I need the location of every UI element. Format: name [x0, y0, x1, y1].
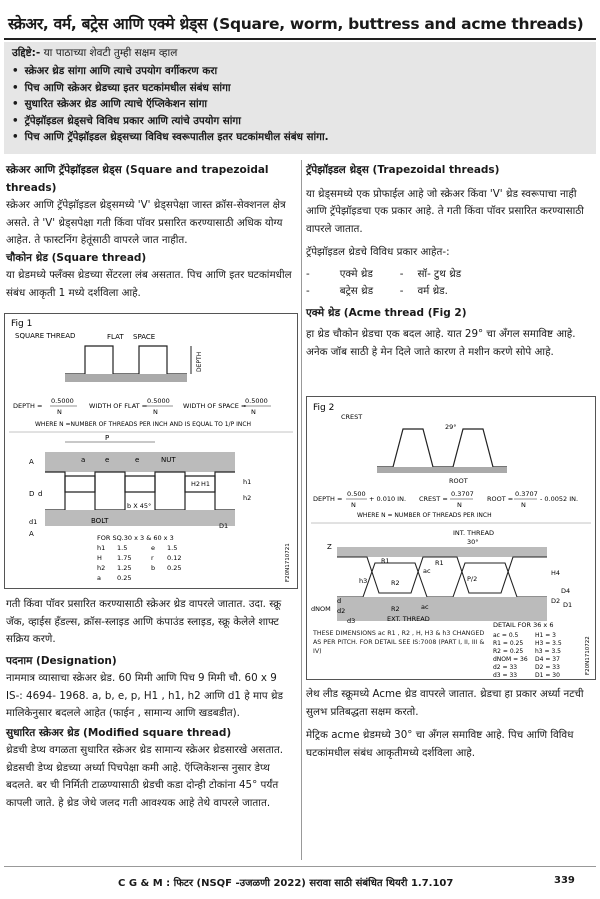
figure-2-drawing: [307, 397, 595, 679]
detail-cell: h3 = 3.5: [535, 648, 562, 655]
crest-label: CREST: [341, 413, 363, 421]
table-cell: 0.25: [117, 574, 132, 582]
thread-hatch: [377, 467, 507, 473]
dim-label: d2: [337, 607, 346, 615]
eq-root-rhs: - 0.0052 IN.: [540, 495, 579, 503]
objectives-intro-text: या पाठाच्या शेवटी तुम्ही सक्षम व्हाल: [40, 47, 178, 59]
footer-rule: [4, 866, 596, 867]
eq-space-den: N: [251, 408, 256, 416]
eq-flat-den: N: [153, 408, 158, 416]
ext-thread-label: EXT. THREAD: [387, 615, 430, 623]
dim-label: R2: [391, 605, 400, 613]
dash: -: [399, 267, 404, 280]
detail-cell: R2 = 0.25: [493, 648, 524, 655]
where-text: WHERE N = NUMBER OF THREADS PER INCH: [357, 512, 492, 519]
section-heading-designation: पदनाम (Designation): [6, 654, 117, 667]
left-column: [6, 162, 296, 302]
figure-1-drawing: [5, 314, 297, 588]
section-heading-modified-square: सुधारित स्क्रेअर थ्रेड (Modified square thread): [6, 726, 232, 739]
figure-1: [4, 313, 298, 589]
detail-cell: D1 = 30: [535, 672, 560, 679]
section-heading-square-trapezoidal: स्क्रेअर आणि ट्रॅपेझॉइडल थ्रेड्स (Square and trapezoidal threads): [6, 164, 269, 194]
dim-label: D: [29, 490, 35, 498]
detail-cell: H3 = 3.5: [535, 640, 562, 647]
detail-cell: H1 = 3: [535, 632, 556, 639]
paragraph: हा थ्रेड चौकोन थ्रेडचा एक बदल आहे. यात 29° चा अँगल समाविष्ट आहे. अनेक जॉब साठी हे मेन दिले जाते कारण ते मशीन करणे सोपे आहे.: [306, 328, 576, 358]
dim-label: ac: [421, 603, 429, 611]
dim-label: R2: [391, 579, 400, 587]
figure-code: F20N1710722: [585, 636, 591, 675]
dash: -: [306, 285, 310, 297]
table-cell: h2: [97, 564, 106, 572]
table-cell: 1.5: [117, 544, 128, 552]
page-number: 339: [554, 875, 575, 886]
dim-label: e: [135, 456, 140, 464]
figure-code: F20N1710721: [285, 543, 291, 582]
left-column-lower: [6, 596, 296, 812]
dim-label: dNOM: [311, 605, 331, 613]
table-cell: b: [151, 564, 156, 572]
page-footer: [0, 873, 600, 893]
eq-depth-num: 0.500: [347, 490, 366, 498]
square-thread-label: SQUARE THREAD: [15, 332, 76, 340]
acme-profile: [377, 429, 507, 467]
paragraph: लेथ लीड स्क्रूमध्ये Acme थ्रेड वापरले जातात. थ्रेडचा हा प्रकार अर्ध्या नटची सुलभ प्रतिबद्धता सक्षम करतो.: [306, 688, 584, 718]
paragraph: गती किंवा पॉवर प्रसारित करण्यासाठी स्क्रेअर थ्रेड वापरले जातात. उदा. स्क्रू जॅक, व्हाईस हँडल्स, क्रॉस-स्लाइड आणि कंपाउंड स्लाइड, स्क्रू केलेले शाफ्ट सक्रिय करणे.: [6, 598, 282, 645]
dim-label: d: [38, 490, 43, 498]
table-cell: 0.25: [167, 564, 182, 572]
bolt-label: BOLT: [91, 517, 109, 525]
int-thread-label: INT. THREAD: [453, 529, 495, 537]
table-cell: h1: [97, 544, 106, 552]
paragraph: या थ्रेड्समध्ये एक प्रोफाईल आहे जो स्क्रेअर किंवा 'V' थ्रेड स्वरूपाचा नाही आणि ट्रॅपेझॉइडचा एक प्रकार आहे. ते गती किंवा पॉवर प्रसारित करण्यासाठी वापरले जातात.: [306, 187, 584, 235]
dim-label: P: [105, 434, 110, 442]
eq-space-num: 0.5000: [245, 397, 268, 405]
dimension-table: [97, 544, 181, 582]
dim-label: A: [29, 530, 34, 538]
table-cell: 1.5: [167, 544, 178, 552]
type-item: सॉ- टुथ थ्रेड: [417, 267, 462, 280]
section-heading-trapezoidal: ट्रॅपेझॉइडल थ्रेड्स (Trapezoidal threads): [306, 164, 500, 176]
objective-item: • पिच आणि ट्रॅपेझॉइडल थ्रेड्सच्या विविध स्वरूपातील इतर घटकांमधील संबंध सांगा.: [12, 129, 329, 146]
type-row: [306, 283, 594, 301]
root-label: ROOT: [449, 477, 468, 485]
detail-cell: D4 = 37: [535, 656, 560, 663]
detail-title: DETAIL FOR 36 x 6: [493, 621, 554, 629]
thread-hatch: [65, 374, 187, 382]
detail-cell: ac = 0.5: [493, 632, 519, 639]
objectives-list: [12, 63, 329, 146]
eq-crest-num: 0.3707: [451, 490, 474, 498]
detail-cell: d2 = 33: [493, 664, 518, 671]
angle-label: 29°: [445, 423, 457, 431]
objectives-box: [4, 42, 596, 154]
title-rule: [4, 38, 596, 40]
detail-cell: dNOM = 36: [493, 656, 528, 663]
objective-item: • पिच आणि स्क्रेअर थ्रेडच्या इतर घटकांमधील संबंध सांगा: [12, 80, 329, 97]
eq-depth-lhs: DEPTH =: [13, 402, 43, 410]
type-row: [306, 266, 594, 284]
angle-label: 30°: [467, 538, 479, 546]
dim-label: Z: [327, 543, 332, 551]
dim-label: h2: [243, 494, 252, 502]
eq-space-lhs: WIDTH OF SPACE =: [183, 402, 247, 410]
ext-thread-profile: [337, 563, 547, 597]
table-title: FOR SQ.30 x 3 & 60 x 3: [97, 534, 174, 542]
eq-crest-den: N: [457, 501, 462, 509]
dim-label: P/2: [467, 575, 478, 583]
type-item: वर्म थ्रेड.: [417, 285, 448, 297]
paragraph: थ्रेडची डेप्थ वगळता सुधारित स्क्रेअर थ्रेड सामान्य स्क्रेअर थ्रेडसारखे असतात. थ्रेडसची डेप्थ थ्रेडच्या अर्ध्या पिचपेक्षा कमी आहे. ऍप्लिकेशन्स नुसार डेप्थ बदलते. बर ची निर्मिती टाळण्यासाठी थ्रेडची कडा दोन्ही टोकांना 45° पर्यंत कापली जाते. हे थ्रेड जेथे जलद गती आवश्यक आहे तेथे वापरले जातात.: [6, 744, 283, 809]
dim-label: h3: [359, 577, 368, 585]
chamfer-label: b X 45°: [127, 502, 152, 510]
dim-label: h1: [243, 478, 252, 486]
dim-label: d3: [347, 617, 356, 625]
dimensions-note: [313, 629, 487, 673]
dim-label: d: [337, 597, 342, 605]
square-thread-profile: [65, 346, 187, 374]
depth-label: DEPTH: [196, 351, 203, 372]
right-column-lower: [306, 686, 594, 762]
dash: -: [306, 267, 310, 280]
dim-label: ac: [423, 567, 431, 575]
objective-item: • स्क्रेअर थ्रेड सांगा आणि त्याचे उपयोग वर्गीकरण करा: [12, 63, 329, 80]
paragraph: मेट्रिक acme थ्रेडमध्ये 30° चा अँगल समाविष्ट आहे. पिच आणि विविध घटकांमधील संबंध आकृतीमध्ये दर्शविला आहे.: [306, 729, 574, 759]
eq-depth-rhs: + 0.010 IN.: [369, 495, 407, 503]
page-title: स्क्रेअर, वर्म, बट्रेस आणि एक्मे थ्रेड्स (Square, worm, buttress and acme threads): [8, 15, 584, 33]
eq-root-den: N: [521, 501, 526, 509]
flat-label: FLAT: [107, 333, 124, 341]
int-thread-body: [337, 547, 547, 557]
table-cell: r: [151, 554, 154, 562]
ext-thread-body: [337, 597, 547, 621]
paragraph: या थ्रेडमध्ये फ्लँक्स थ्रेडच्या सेंटरला लंब असतात. पिच आणि इतर घटकांमधील संबंध आकृती 1 मध्ये दर्शविला आहे.: [6, 269, 292, 299]
eq-root-num: 0.3707: [515, 490, 538, 498]
table-cell: e: [151, 544, 155, 552]
dim-label: D4: [561, 587, 571, 595]
right-column: [306, 162, 594, 361]
dimensions-note-text: THESE DIMENSIONS ac R1 , R2 , H, H3 & h3 CHANGED AS PER PITCH. FOR DETAIL SEE IS:7008 (PART I, II, III & IV): [313, 630, 485, 655]
dash: -: [399, 285, 404, 297]
paragraph: स्क्रेअर आणि ट्रॅपेझॉइडल थ्रेड्समध्ये 'V' थ्रेड्सपेक्षा जास्त क्रॉस-सेक्शनल क्षेत्र असते. ते 'V' थ्रेड्सपेक्षा गती किंवा पॉवर प्रसारित करण्यासाठी अधिक योग्य आहेत. ते फास्टनिंग हेतूंसाठी वापरले जात नाहीत.: [6, 199, 286, 246]
space-label: SPACE: [133, 333, 156, 341]
eq-depth-lhs: DEPTH =: [313, 495, 343, 503]
footer-text: C G & M : फिटर (NSQF -उजळणी 2022) सरावा साठी संबंधित थियरी 1.7.107: [118, 878, 454, 889]
dim-label: D1: [563, 601, 573, 609]
dim-label: d1: [29, 518, 38, 526]
objective-item: • ट्रॅपेझॉइडल थ्रेड्सचे विविध प्रकार आणि त्यांचे उपयोग सांगा: [12, 113, 329, 130]
objective-item: • सुधारित स्क्रेअर थ्रेड आणि त्याचे ऍप्लिकेशन सांगा: [12, 96, 329, 113]
nut-label: NUT: [161, 456, 176, 464]
section-heading-square-thread: चौकोन थ्रेड (Square thread): [6, 251, 147, 264]
dim-label: a: [81, 456, 86, 464]
section-heading-acme: एक्मे थ्रेड (Acme thread (Fig 2): [306, 306, 467, 319]
dim-label: A: [29, 458, 34, 466]
eq-flat-lhs: WIDTH OF FLAT =: [89, 402, 148, 410]
dim-label: D2: [551, 597, 561, 605]
dim-label: e: [105, 456, 110, 464]
eq-flat-num: 0.5000: [147, 397, 170, 405]
type-item: बट्रेस थ्रेड: [339, 285, 374, 297]
paragraph: नाममात्र व्यासाचा स्क्रेअर थ्रेड. 60 मिमी आणि पिच 9 मिमी चौ. 60 x 9 IS-: 4694- 1968. a, b, e, p, H1 , h1, h2 आणि d1 हे माप थ्रेड मालिकेनुसार बदलले आहेत (फाईन , सामान्य आणि खडबडीत).: [6, 672, 284, 719]
detail-cell: d3 = 33: [493, 672, 518, 679]
fig-label: Fig 2: [313, 403, 335, 413]
eq-crest-lhs: CREST =: [419, 495, 448, 503]
dim-label: H2: [191, 480, 201, 488]
eq-depth-num: 0.5000: [51, 397, 74, 405]
dim-label: R1: [381, 557, 390, 565]
eq-root-lhs: ROOT =: [487, 495, 514, 503]
objectives-intro-bold: उद्दिष्टे:-: [12, 47, 41, 59]
eq-depth-den: N: [57, 408, 62, 416]
figure-2: [306, 396, 596, 680]
eq-depth-den: N: [351, 501, 356, 509]
objectives-intro: [12, 46, 177, 60]
nut-body: [45, 452, 235, 472]
bolt-body: [45, 510, 235, 526]
detail-table: [493, 632, 562, 679]
type-item: एक्मे थ्रेड: [339, 267, 373, 280]
table-cell: 1.25: [117, 564, 132, 572]
table-cell: 0.12: [167, 554, 182, 562]
table-cell: H: [97, 554, 102, 562]
dim-label: R1: [435, 559, 444, 567]
table-cell: a: [97, 574, 101, 582]
dim-label: H1: [201, 480, 211, 488]
detail-cell: R1 = 0.25: [493, 640, 524, 647]
dim-label: H4: [551, 569, 561, 577]
fig-label: Fig 1: [11, 319, 33, 329]
table-cell: 1.75: [117, 554, 132, 562]
column-divider: [301, 160, 302, 860]
dim-label: D1: [219, 522, 229, 530]
where-text: WHERE N =NUMBER OF THREADS PER INCH AND IS EQUAL TO 1/P INCH: [35, 421, 252, 428]
detail-cell: D2 = 33: [535, 664, 560, 671]
paragraph: ट्रॅपेझॉइडल थ्रेडचे विविध प्रकार आहेत-:: [306, 246, 450, 258]
